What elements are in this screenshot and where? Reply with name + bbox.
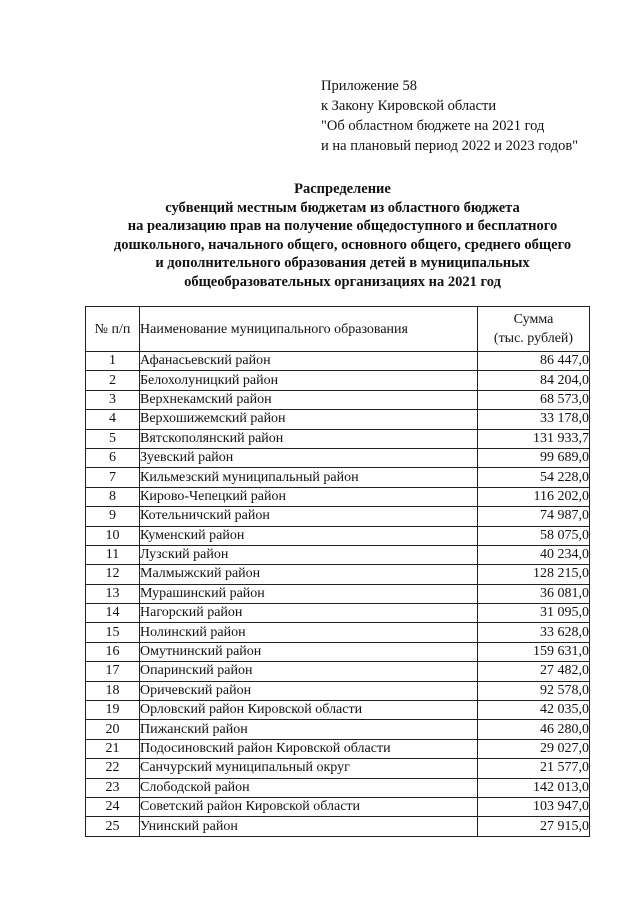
row-name: Малмыжский район [140, 565, 478, 584]
table-row [86, 352, 590, 371]
row-number: 11 [86, 545, 140, 564]
table-row [86, 739, 590, 758]
table-row [86, 448, 590, 467]
table-row [86, 701, 590, 720]
row-number: 2 [86, 371, 140, 390]
row-number: 7 [86, 468, 140, 487]
row-name: Омутнинский район [140, 642, 478, 661]
row-sum: 27 915,0 [478, 817, 590, 836]
row-name: Санчурский муниципальный округ [140, 759, 478, 778]
row-name: Вятскополянский район [140, 429, 478, 448]
row-sum: 29 027,0 [478, 739, 590, 758]
header-sum [478, 307, 590, 352]
row-sum: 103 947,0 [478, 797, 590, 816]
row-number: 17 [86, 662, 140, 681]
row-sum: 27 482,0 [478, 662, 590, 681]
row-number: 20 [86, 720, 140, 739]
row-sum: 142 013,0 [478, 778, 590, 797]
row-sum: 46 280,0 [478, 720, 590, 739]
table-row [86, 565, 590, 584]
title-line: дошкольного, начального общего, основного общего, среднего общего [113, 236, 572, 253]
table-row [86, 778, 590, 797]
row-number: 22 [86, 759, 140, 778]
row-sum: 99 689,0 [478, 448, 590, 467]
row-sum: 21 577,0 [478, 759, 590, 778]
row-name: Опаринский район [140, 662, 478, 681]
row-number: 5 [86, 429, 140, 448]
row-name: Лузский район [140, 545, 478, 564]
row-sum: 74 987,0 [478, 507, 590, 526]
row-name: Котельничский район [140, 507, 478, 526]
appendix-header [321, 76, 578, 156]
row-sum: 131 933,7 [478, 429, 590, 448]
row-sum: 40 234,0 [478, 545, 590, 564]
row-sum: 58 075,0 [478, 526, 590, 545]
row-number: 13 [86, 584, 140, 603]
row-name: Советский район Кировской области [140, 797, 478, 816]
row-sum: 159 631,0 [478, 642, 590, 661]
appendix-line: и на плановый период 2022 и 2023 годов" [321, 138, 579, 154]
table-body [86, 352, 590, 837]
row-sum: 33 628,0 [478, 623, 590, 642]
row-name: Мурашинский район [140, 584, 478, 603]
row-number: 25 [86, 817, 140, 836]
table-row [86, 604, 590, 623]
table-row [86, 410, 590, 429]
row-number: 1 [86, 352, 140, 371]
row-name: Оричевский район [140, 681, 478, 700]
table-row [86, 759, 590, 778]
row-name: Куменский район [140, 526, 478, 545]
header-sum-line1: Сумма [513, 312, 554, 327]
row-name: Нагорский район [140, 604, 478, 623]
row-sum: 33 178,0 [478, 410, 590, 429]
row-number: 4 [86, 410, 140, 429]
row-sum: 116 202,0 [478, 487, 590, 506]
row-number: 3 [86, 390, 140, 409]
title-line: субвенций местным бюджетам из областного бюджета [165, 199, 520, 216]
row-name: Орловский район Кировской области [140, 701, 478, 720]
title-line: и дополнительного образования детей в муниципальных [155, 255, 530, 271]
table-row [86, 468, 590, 487]
row-number: 24 [86, 797, 140, 816]
row-sum: 92 578,0 [478, 681, 590, 700]
header-num: № п/п [86, 307, 140, 352]
row-number: 16 [86, 642, 140, 661]
appendix-line: к Закону Кировской области [321, 98, 497, 114]
row-sum: 84 204,0 [478, 371, 590, 390]
row-name: Кирово-Чепецкий район [140, 487, 478, 506]
table-row [86, 642, 590, 661]
table-row [86, 429, 590, 448]
table-row [86, 545, 590, 564]
row-sum: 86 447,0 [478, 352, 590, 371]
row-number: 9 [86, 507, 140, 526]
table-row [86, 526, 590, 545]
row-name: Пижанский район [140, 720, 478, 739]
header-sum-line2: (тыс. рублей) [493, 331, 574, 346]
row-sum: 54 228,0 [478, 468, 590, 487]
table-header-row [86, 307, 590, 352]
row-number: 21 [86, 739, 140, 758]
title-line: на реализацию прав на получение общедоступного и бесплатного [127, 218, 558, 234]
row-name: Унинский район [140, 817, 478, 836]
title-line: Распределение [294, 181, 391, 197]
row-sum: 31 095,0 [478, 604, 590, 623]
table-row [86, 487, 590, 506]
table-row [86, 623, 590, 642]
row-number: 23 [86, 778, 140, 797]
document-title [80, 180, 605, 291]
row-name: Зуевский район [140, 448, 478, 467]
row-name: Подосиновский район Кировской области [140, 739, 478, 758]
row-name: Слободской район [140, 778, 478, 797]
table-row [86, 390, 590, 409]
row-number: 18 [86, 681, 140, 700]
row-sum: 36 081,0 [478, 584, 590, 603]
header-name: Наименование муниципального образования [140, 307, 478, 352]
row-number: 10 [86, 526, 140, 545]
table-row [86, 584, 590, 603]
table-row [86, 662, 590, 681]
table-row [86, 371, 590, 390]
row-number: 8 [86, 487, 140, 506]
table-row [86, 817, 590, 836]
subvention-table [85, 306, 590, 837]
table-row [86, 720, 590, 739]
appendix-line: Приложение 58 [321, 78, 417, 94]
row-number: 12 [86, 565, 140, 584]
row-sum: 42 035,0 [478, 701, 590, 720]
row-name: Верхнекамский район [140, 390, 478, 409]
table-row [86, 507, 590, 526]
row-number: 6 [86, 448, 140, 467]
row-sum: 128 215,0 [478, 565, 590, 584]
appendix-line: "Об областном бюджете на 2021 год [321, 118, 545, 134]
row-name: Афанасьевский район [140, 352, 478, 371]
row-number: 15 [86, 623, 140, 642]
table-row [86, 681, 590, 700]
title-line: общеобразовательных организациях на 2021 год [184, 273, 501, 290]
table-row [86, 797, 590, 816]
row-number: 14 [86, 604, 140, 623]
row-sum: 68 573,0 [478, 390, 590, 409]
row-name: Верхошижемский район [140, 410, 478, 429]
row-name: Кильмезский муниципальный район [140, 468, 478, 487]
row-name: Белохолуницкий район [140, 371, 478, 390]
row-number: 19 [86, 701, 140, 720]
row-name: Нолинский район [140, 623, 478, 642]
